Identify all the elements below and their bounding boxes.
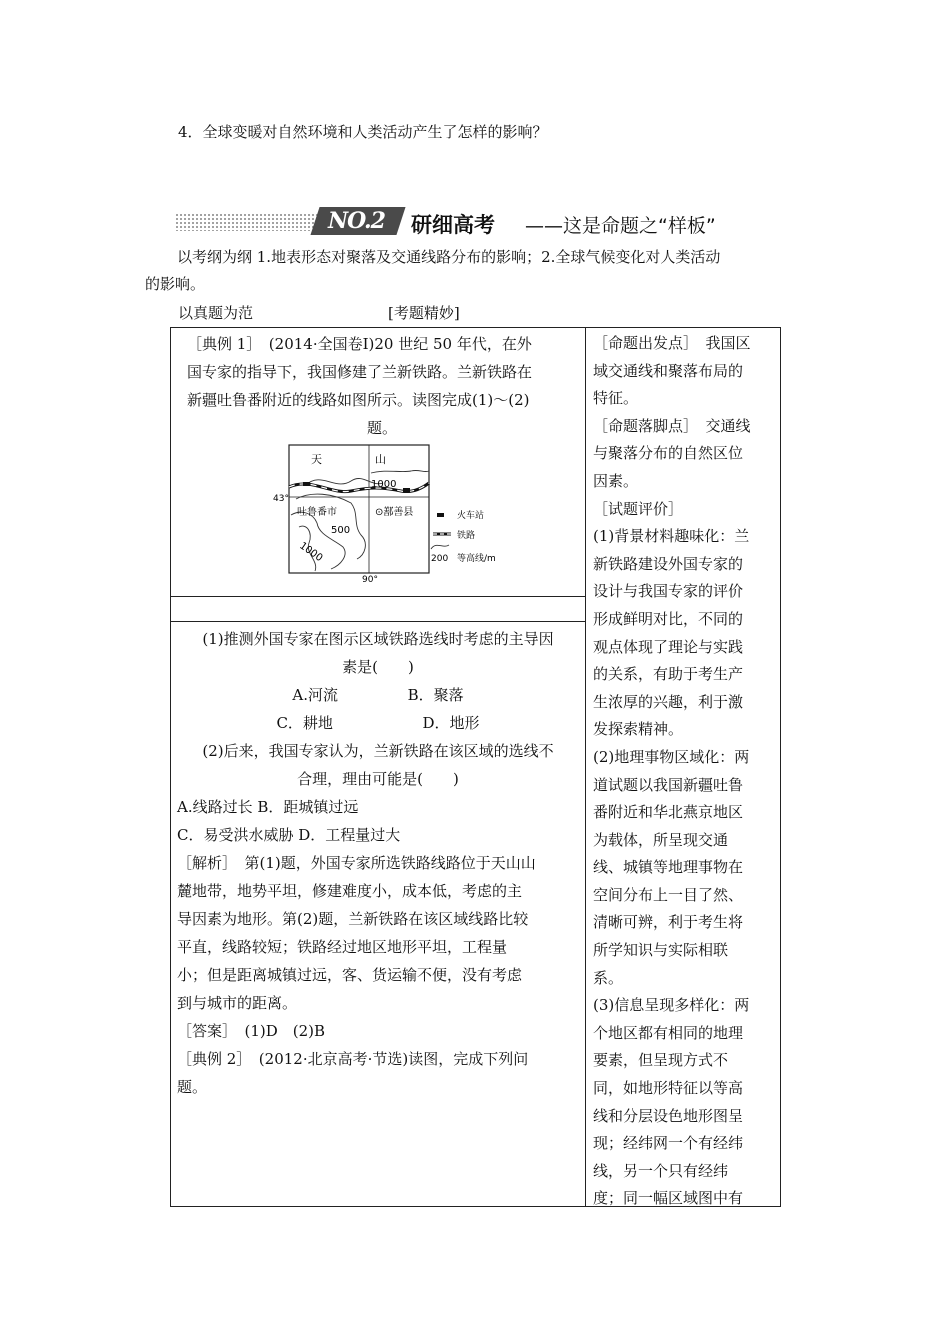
- commentary-line: 个地区都有相同的地理: [593, 1023, 744, 1042]
- map-label-1000b: 1000: [297, 540, 325, 565]
- analysis-line: 麓地带，地势平坦，修建难度小，成本低，考虑的主: [177, 882, 523, 900]
- commentary-line: 发探索精神。: [593, 720, 684, 739]
- option-a: A.河流: [292, 686, 338, 704]
- commentary-line: 线，另一个只有经纬: [593, 1161, 729, 1180]
- legend-station-swatch: [437, 513, 444, 517]
- commentary-line: 特征。: [593, 389, 639, 408]
- map-label-1000: 1000: [371, 479, 397, 490]
- commentary-line: (1)背景材料趣味化：兰: [593, 527, 750, 546]
- intro: [145, 244, 809, 298]
- map-label-shan: 山: [375, 453, 386, 466]
- legend-contour-swatch: [431, 545, 449, 549]
- map-label-tian: 天: [311, 453, 322, 466]
- question-4: 4．全球变暖对自然环境和人类活动产生了怎样的影响？: [178, 123, 548, 141]
- commentary-line: 空间分布上一目了然、: [593, 885, 744, 904]
- q1-line: 素是( ): [342, 658, 414, 676]
- example-1-line: 国专家的指导下，我国修建了兰新铁路。兰新铁路在: [187, 363, 533, 381]
- section-badge: NO.2: [328, 208, 385, 234]
- section-banner: [175, 207, 775, 237]
- commentary-line: 线、城镇等地理事物在: [593, 858, 744, 877]
- contour-1000-line: [371, 470, 429, 473]
- commentary-line: 线和分层设色地形图呈: [593, 1106, 744, 1125]
- example-2-line: 题。: [177, 1078, 208, 1096]
- commentary-line: 道试题以我国新疆吐鲁: [593, 775, 744, 794]
- example-2-line: ［典例 2］ (2012·北京高考·节选)读图，完成下列问: [177, 1050, 529, 1068]
- q1-line: (1)推测外国专家在图示区域铁路选线时考虑的主导因: [202, 630, 554, 648]
- map-label-lon: 90°: [362, 575, 378, 583]
- example-1-line: 新疆吐鲁番附近的线路如图所示。读图完成(1)～(2): [187, 391, 530, 409]
- commentary-line: 新铁路建设外国专家的: [593, 554, 744, 573]
- label-fanli: 以真题为范: [178, 304, 254, 322]
- analysis-line: ［解析］ 第(1)题，外国专家所选铁路线路位于天山山: [177, 854, 536, 872]
- commentary-line: 要素，但呈现方式不: [593, 1051, 729, 1070]
- commentary-line: 现；经纬网一个有经纬: [593, 1134, 744, 1153]
- station-marker: [403, 488, 410, 492]
- option-d: D．地形: [422, 714, 480, 732]
- q1-options-cd: [177, 709, 579, 737]
- commentary-line: 系。: [593, 968, 624, 987]
- analysis-line: 小；但是距离城镇过远，客、货运输不便，没有考虑: [177, 966, 523, 984]
- row-divider-2: [171, 621, 585, 622]
- commentary-line: 番附近和华北燕京地区: [593, 803, 744, 822]
- commentary-line: 为载体，所呈现交通: [593, 830, 729, 849]
- map-label-shanshan: ⊙鄯善县: [375, 507, 414, 518]
- q2-line: 合理，理由可能是( ): [297, 770, 459, 788]
- intro-line-2: 的影响。: [145, 275, 206, 293]
- commentary-column: [593, 330, 773, 1213]
- example-table: [170, 327, 781, 1207]
- commentary-line: (2)地理事物区域化：两: [593, 747, 750, 766]
- q2-line: (2)后来，我国专家认为，兰新铁路在该区域的选线不: [202, 742, 554, 760]
- commentary-line: 清晰可辨，利于考生将: [593, 913, 744, 932]
- commentary-line: (3)信息呈现多样化：两: [593, 996, 750, 1015]
- commentary-line: 与聚落分布的自然区位: [593, 444, 744, 463]
- commentary-line: 的关系，有助于考生产: [593, 665, 744, 684]
- example-1-line: ［典例 1］ (2014·全国卷Ⅰ)20 世纪 50 年代，在外: [187, 335, 532, 353]
- commentary-line: 所学知识与实际相联: [593, 941, 729, 960]
- commentary-line: 度；同一幅区域图中有: [593, 1189, 744, 1208]
- commentary-line: 设计与我国专家的评价: [593, 582, 744, 601]
- label-jingmiao: [考题精妙]: [388, 304, 460, 322]
- map-label-500: 500: [331, 525, 351, 536]
- commentary-line: 形成鲜明对比，不同的: [593, 609, 744, 628]
- legend-contour-value: 200: [431, 554, 449, 564]
- row-divider-1: [171, 596, 585, 597]
- railway-map: [261, 443, 531, 583]
- commentary-line: 生浓厚的兴趣，利于激: [593, 692, 744, 711]
- questions: [177, 625, 579, 1101]
- commentary-line: ［命题落脚点］ 交通线: [593, 416, 751, 435]
- answer: ［答案］ (1)D (2)B: [177, 1022, 326, 1040]
- analysis-line: 到与城市的距离。: [177, 994, 298, 1012]
- dotted-decoration: [175, 213, 325, 231]
- option-b: B．聚落: [407, 686, 464, 704]
- analysis-line: 平直，线路较短；铁路经过地区地形平坦，工程量: [177, 938, 508, 956]
- option-c: C．耕地: [276, 714, 333, 732]
- map-label-lat: 43°: [273, 494, 289, 504]
- commentary-line: ［命题出发点］ 我国区: [593, 334, 751, 352]
- station-marker: [303, 482, 310, 486]
- intro-line-1: 以考纲为纲 1.地表形态对聚落及交通线路分布的影响；2.全球气候变化对人类活动: [177, 248, 721, 266]
- legend-contour: 等高线/m: [457, 554, 496, 564]
- column-divider: [585, 328, 586, 1206]
- q1-options-ab: [177, 681, 579, 709]
- analysis-line: 导因素为地形。第(2)题，兰新铁路在该区域线路比较: [177, 910, 529, 928]
- example-1: [187, 330, 577, 442]
- commentary-line: 同，如地形特征以等高: [593, 1079, 744, 1098]
- commentary-line: 观点体现了理论与实践: [593, 637, 744, 656]
- section-title: 研细高考: [411, 213, 495, 237]
- section-subtitle: ——这是命题之“样板”: [525, 215, 716, 237]
- q2-options-ab: A.线路过长 B．距城镇过远: [177, 798, 359, 816]
- map-label-turpan: 吐鲁番市: [297, 507, 337, 518]
- example-1-line: 题。: [366, 419, 397, 437]
- commentary-line: 域交通线和聚落布局的: [593, 361, 744, 380]
- commentary-line: ［试题评价］: [593, 499, 684, 518]
- q2-options-cd: C．易受洪水威胁 D．工程量过大: [177, 826, 401, 844]
- commentary-line: 因素。: [593, 471, 639, 490]
- legend-station: 火车站: [457, 511, 485, 521]
- legend-railway: 铁路: [457, 531, 476, 541]
